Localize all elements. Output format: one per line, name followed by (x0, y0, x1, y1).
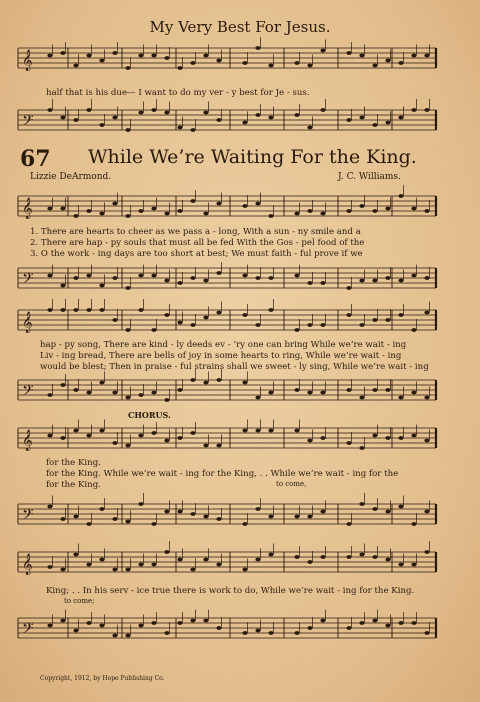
chorus-small-lyric: to come, (276, 480, 307, 488)
svg-text:𝄢: 𝄢 (22, 112, 34, 133)
verse-3-line-1: 3. O the work - ing days are too short at best; We must faith - ful prove if we (30, 249, 363, 259)
previous-hymn-lyric: half that is his due— I want to do my ver - y best for Je - sus. (46, 88, 310, 98)
composer-credit: J. C. Williams. (338, 172, 401, 182)
svg-text:𝄞: 𝄞 (22, 198, 33, 219)
chorus-line-1a: for the King. (46, 458, 101, 468)
svg-text:𝄞: 𝄞 (22, 312, 33, 333)
hymn-title: While We’re Waiting For the King. (88, 146, 417, 168)
svg-text:𝄞: 𝄞 (22, 50, 33, 71)
music-staff-bass (0, 376, 480, 406)
music-staff-bass (0, 500, 480, 530)
verse-2-line-1: 2. There are hap - py souls that must all be fed With the Gos - pel food of the (30, 238, 365, 248)
music-staff-treble (0, 548, 480, 578)
svg-text:𝄢: 𝄢 (22, 382, 34, 403)
svg-text:𝄞: 𝄞 (22, 554, 33, 575)
svg-text:𝄢: 𝄢 (22, 270, 34, 291)
svg-text:𝄢: 𝄢 (22, 620, 34, 641)
music-staff-bass (0, 264, 480, 294)
hymn-number: 67 (20, 146, 51, 172)
music-staff-treble (0, 192, 480, 222)
verse-2-line-2: Liv - ing bread, There are bells of joy in some hearts to ring, While we’re wait - ing (40, 351, 402, 361)
svg-text:𝄢: 𝄢 (22, 506, 34, 527)
chorus-label: CHORUS. (128, 410, 171, 420)
lyricist-credit: Lizzie DeArmond. (30, 172, 112, 182)
music-staff-bass (0, 106, 480, 136)
copyright-notice: Copyright, 1912, by Hope Publishing Co. (40, 675, 165, 682)
music-staff-treble (0, 44, 480, 90)
verse-1-line-1: 1. There are hearts to cheer as we pass a - long, With a sun - ny smile and a (30, 227, 361, 237)
music-staff-treble (0, 306, 480, 336)
music-staff-bass (0, 614, 480, 654)
verse-3-line-2: would be blest; Then in praise - ful strains shall we sweet - ly sing, While we’re wait - ing (40, 362, 429, 372)
chorus-line-2: King; . . In his serv - ice true there is work to do, While we’re wait - ing for the King. (46, 586, 415, 596)
previous-hymn-title: My Very Best For Jesus. (149, 18, 331, 36)
verse-1-line-2: hap - py song, There are kind - ly deeds ev - ’ry one can bring While we’re wait - ing (40, 340, 407, 350)
chorus-line-1b: for the King. While we’re wait - ing for the King, . . While we’re wait - ing for the (46, 469, 399, 479)
music-staff-treble (0, 424, 480, 454)
svg-text:𝄞: 𝄞 (22, 430, 33, 451)
chorus-line-1c: for the King. (46, 480, 101, 490)
chorus-small-lyric-2: to come; (64, 597, 95, 605)
